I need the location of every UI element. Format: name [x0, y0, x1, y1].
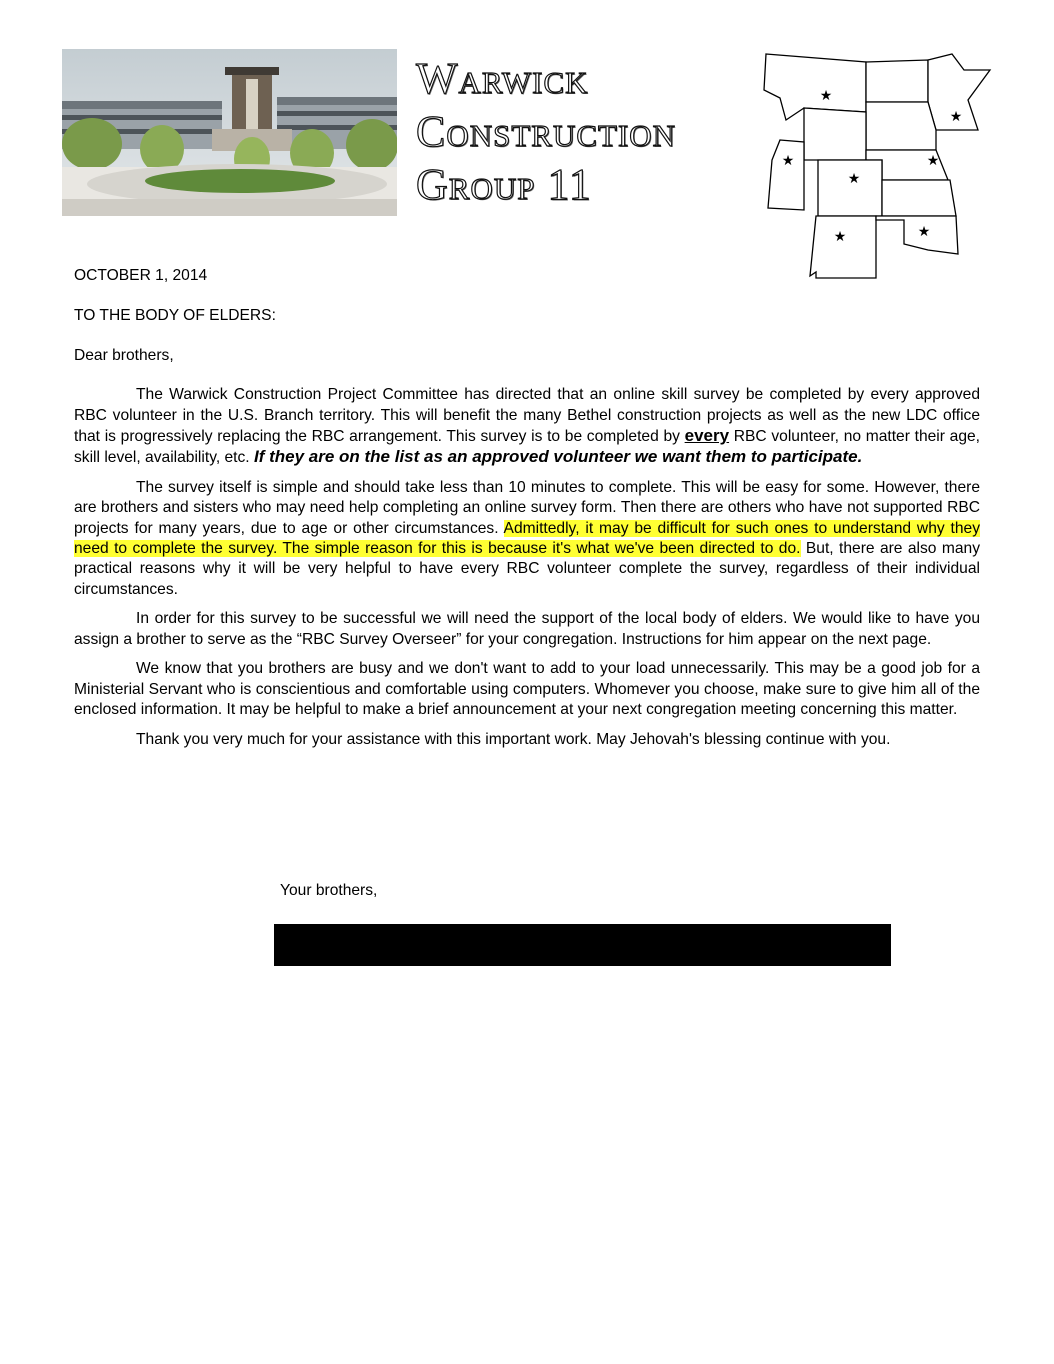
svg-text:★: ★	[949, 109, 963, 125]
paragraph-4: We know that you brothers are busy and we don't want to add to your load unnecessarily. This may be a good job for a Ministerial Servant who is conscientious and comfortable using computers. Whomever you choose, make sure to give him all of the enclosed information. It may be helpful to make a brief announcement at your next congregation meeting concerning this matter.	[74, 660, 980, 719]
svg-text:★: ★	[917, 224, 931, 240]
letter-body	[74, 266, 980, 760]
letter-address: TO THE BODY OF ELDERS:	[74, 306, 276, 324]
paragraph-1-text-b: RBC volunteer, no matter their age, skill level, availability, etc.	[74, 427, 980, 467]
paragraph-5: Thank you very much for your assistance with this important work. May Jehovah's blessing continue with you.	[136, 730, 891, 748]
paragraph-2	[74, 478, 980, 600]
paragraph-1-text-a: The Warwick Construction Project Committee has directed that an online skill survey be completed by every approved RBC volunteer in the U.S. Branch territory. This will benefit the many Bethel construction projects as well as the new LDC office that is progressively replacing the RBC arrangement. This survey is to be completed by	[74, 386, 980, 445]
paragraph-3: In order for this survey to be successful we will need the support of the local body of elders. We would like to have you assign a brother to serve as the “RBC Survey Overseer” for your congregation. Instructions for him appear on the next page.	[74, 610, 980, 648]
paragraph-1-bold-italic: If they are on the list as an approved volunteer we want them to participate.	[253, 447, 863, 467]
paragraph-2-text-b: But, there are also many practical reasons why it will be very helpful to have every RBC volunteer complete the survey, regardless of their individual circumstances.	[74, 539, 980, 598]
svg-text:★: ★	[847, 171, 861, 187]
letter-date: OCTOBER 1, 2014	[74, 267, 208, 284]
svg-text:★: ★	[833, 229, 847, 245]
paragraph-1-emphasis: every	[684, 425, 730, 445]
paragraph-1	[74, 385, 980, 468]
svg-text:★: ★	[819, 88, 833, 104]
svg-text:★: ★	[926, 153, 940, 169]
redaction-bar	[274, 924, 891, 966]
letter-closing: Your brothers,	[280, 882, 378, 899]
paragraph-2-highlight: Admittedly, it may be difficult for such ones to understand why they need to complete the survey. The simple reason for this is because it's what we've been directed to do.	[74, 519, 980, 557]
title-line-3: Group 11	[416, 160, 592, 209]
title-line-2: Construction	[416, 107, 677, 156]
letter-salutation: Dear brothers,	[74, 346, 174, 364]
paragraph-2-text-a: The survey itself is simple and should take less than 10 minutes to complete. This will be easy for some. However, there are brothers and sisters who may need help completing an online survey form. Then there are others who have not supported RBC projects for many years, due to age or other circumstances.	[74, 479, 980, 537]
title-line-1: Warwick	[416, 54, 589, 103]
company-title	[416, 52, 676, 211]
svg-text:★: ★	[781, 153, 795, 169]
regional-states-map-icon	[752, 50, 992, 284]
building-photo-icon	[62, 49, 397, 216]
